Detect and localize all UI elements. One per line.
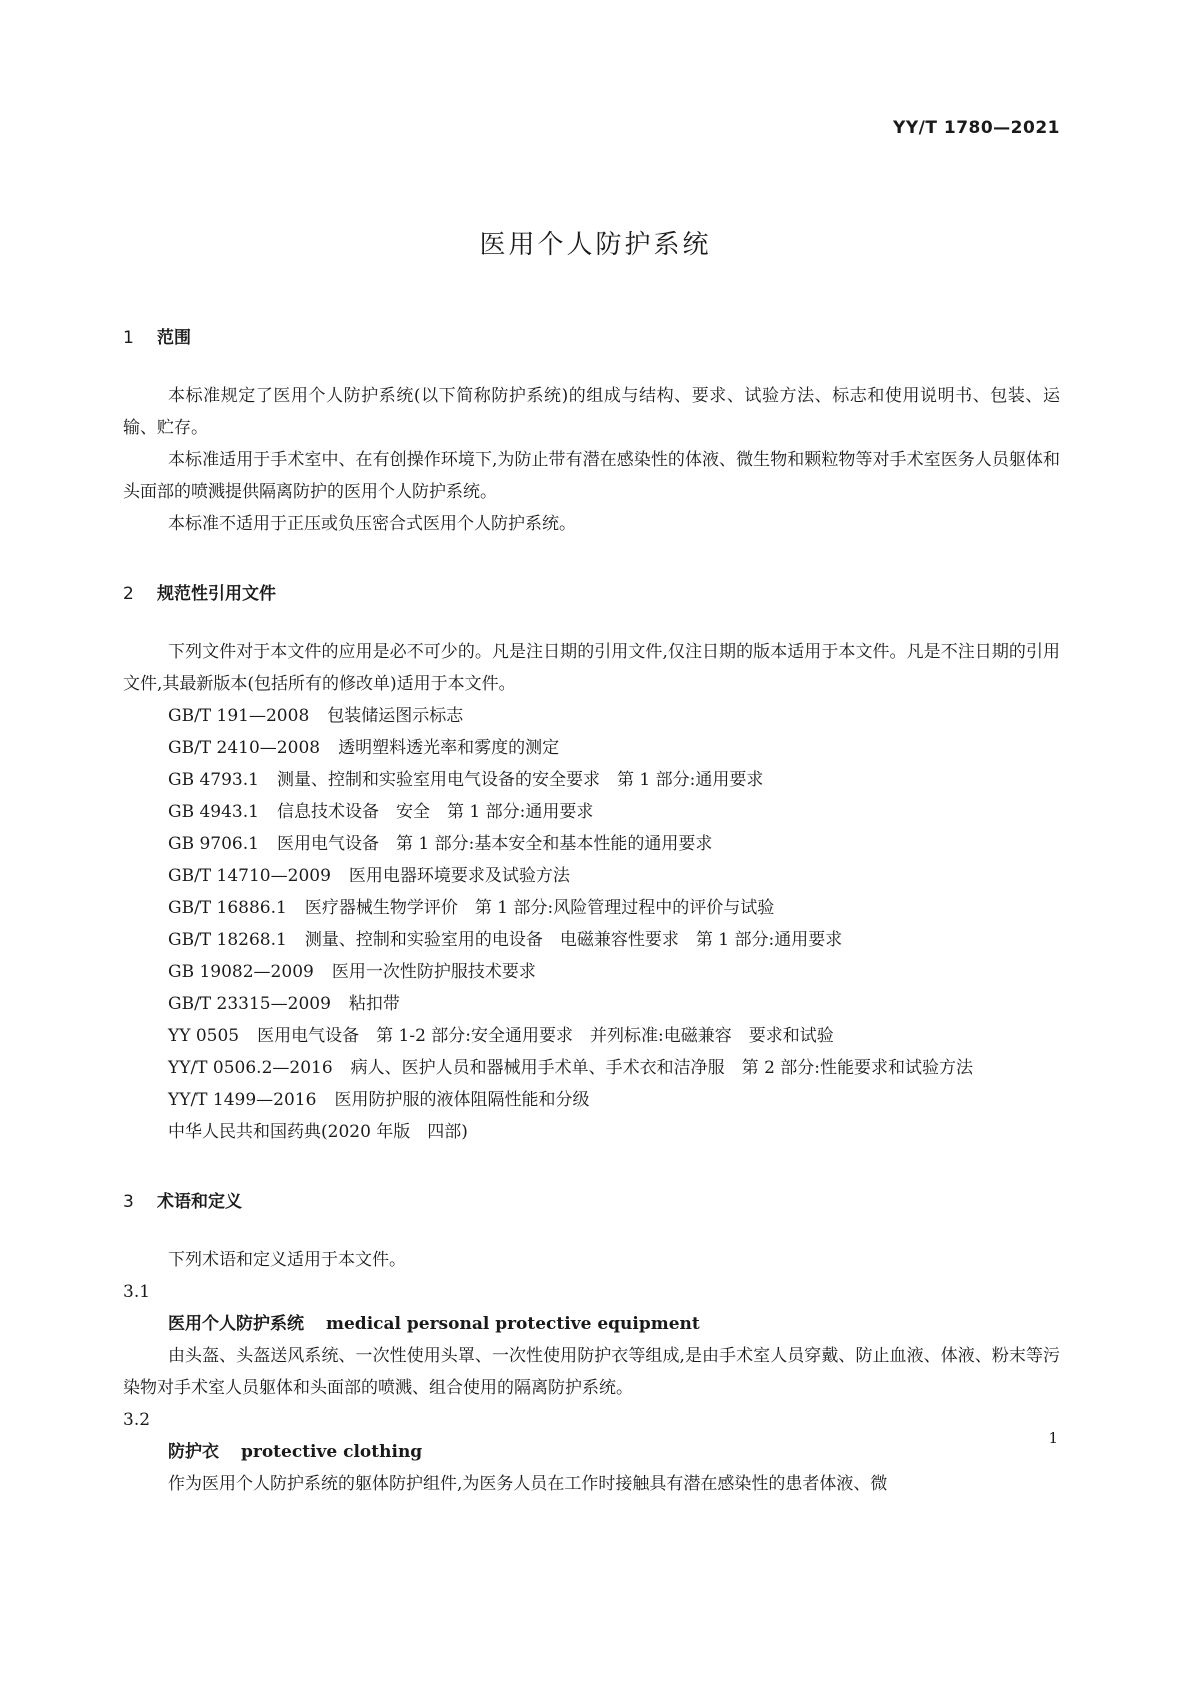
- reference-code: YY 0505: [168, 1026, 240, 1046]
- reference-title: 测量、控制和实验室用电气设备的安全要求 第 1 部分:通用要求: [276, 770, 764, 790]
- reference-title: 测量、控制和实验室用的电设备 电磁兼容性要求 第 1 部分:通用要求: [304, 930, 843, 950]
- term-number: 3.2: [123, 1410, 151, 1430]
- reference-item: [123, 828, 1060, 860]
- term-en: protective clothing: [241, 1442, 423, 1462]
- reference-title: 医用电气设备 第 1 部分:基本安全和基本性能的通用要求: [276, 834, 713, 854]
- reference-code: YY/T 1499—2016: [168, 1090, 317, 1110]
- term-heading: [123, 1436, 1060, 1468]
- reference-title: 包装储运图示标志: [327, 706, 464, 726]
- term-zh: 医用个人防护系统: [168, 1314, 304, 1334]
- term-definition: 由头盔、头盔送风系统、一次性使用头罩、一次性使用防护衣等组成,是由手术室人员穿戴、防止血液、体液、粉末等污染物对手术室人员躯体和头面部的喷溅、组合使用的隔离防护系统。: [123, 1346, 1060, 1398]
- reference-title: 医用电气设备 第 1-2 部分:安全通用要求 并列标准:电磁兼容 要求和试验: [257, 1026, 834, 1046]
- reference-item: [123, 988, 1060, 1020]
- document-title: 医用个人防护系统: [479, 230, 712, 260]
- reference-code: GB 4793.1: [168, 770, 259, 790]
- reference-item: [123, 924, 1060, 956]
- reference-item: [123, 1020, 1060, 1052]
- section-title: 术语和定义: [157, 1192, 242, 1212]
- section-number: 1: [123, 328, 134, 348]
- reference-code: GB/T 191—2008: [168, 706, 310, 726]
- document-body: [123, 322, 1060, 1500]
- reference-title: 粘扣带: [348, 994, 400, 1014]
- reference-title: 医用一次性防护服技术要求: [331, 962, 536, 982]
- section-title: 规范性引用文件: [157, 584, 276, 604]
- terms-intro: 下列术语和定义适用于本文件。: [168, 1250, 406, 1270]
- reference-code: GB 19082—2009: [168, 962, 314, 982]
- reference-title: 医用防护服的液体阻隔性能和分级: [334, 1090, 590, 1110]
- reference-item: [123, 700, 1060, 732]
- reference-item: [123, 796, 1060, 828]
- reference-code: GB/T 2410—2008: [168, 738, 321, 758]
- section-3-heading: [123, 1186, 1060, 1218]
- reference-item: [123, 1052, 1060, 1084]
- reference-item: [123, 956, 1060, 988]
- reference-title: 病人、医护人员和器械用手术单、手术衣和洁净服 第 2 部分:性能要求和试验方法: [350, 1058, 974, 1078]
- reference-code: GB/T 18268.1: [168, 930, 287, 950]
- reference-code: GB/T 14710—2009: [168, 866, 331, 886]
- reference-item: [123, 860, 1060, 892]
- section-number: 2: [123, 584, 134, 604]
- scope-paragraph: 本标准适用于手术室中、在有创操作环境下,为防止带有潜在感染性的体液、微生物和颗粒物等对手术室医务人员躯体和头面部的喷溅提供隔离防护的医用个人防护系统。: [123, 450, 1060, 502]
- standard-number: YY/T 1780—2021: [893, 118, 1060, 138]
- section-1-heading: [123, 322, 1060, 354]
- reference-code: GB/T 16886.1: [168, 898, 287, 918]
- reference-code: YY/T 0506.2—2016: [168, 1058, 333, 1078]
- scope-paragraph: 本标准规定了医用个人防护系统(以下简称防护系统)的组成与结构、要求、试验方法、标志和使用说明书、包装、运输、贮存。: [123, 386, 1060, 438]
- term-definition: 作为医用个人防护系统的躯体防护组件,为医务人员在工作时接触具有潜在感染性的患者体液、微: [168, 1474, 888, 1494]
- reference-title: 信息技术设备 安全 第 1 部分:通用要求: [276, 802, 594, 822]
- reference-item: [123, 1084, 1060, 1116]
- section-2-heading: [123, 578, 1060, 610]
- section-title: 范围: [157, 328, 191, 348]
- reference-item: 中华人民共和国药典(2020 年版 四部): [168, 1122, 468, 1142]
- reference-title: 医用电器环境要求及试验方法: [348, 866, 570, 886]
- page-number: 1: [1048, 1429, 1058, 1447]
- reference-code: GB/T 23315—2009: [168, 994, 331, 1014]
- term-en: medical personal protective equipment: [326, 1314, 700, 1334]
- reference-item: [123, 892, 1060, 924]
- reference-item: [123, 732, 1060, 764]
- term-zh: 防护衣: [168, 1442, 219, 1462]
- references-intro: 下列文件对于本文件的应用是必不可少的。凡是注日期的引用文件,仅注日期的版本适用于本文件。凡是不注日期的引用文件,其最新版本(包括所有的修改单)适用于本文件。: [123, 642, 1060, 694]
- reference-item: [123, 764, 1060, 796]
- reference-code: GB 9706.1: [168, 834, 259, 854]
- reference-title: 透明塑料透光率和雾度的测定: [338, 738, 560, 758]
- section-number: 3: [123, 1192, 134, 1212]
- reference-title: 医疗器械生物学评价 第 1 部分:风险管理过程中的评价与试验: [304, 898, 775, 918]
- reference-code: GB 4943.1: [168, 802, 259, 822]
- scope-paragraph: 本标准不适用于正压或负压密合式医用个人防护系统。: [168, 514, 576, 534]
- term-number: 3.1: [123, 1282, 151, 1302]
- term-heading: [123, 1308, 1060, 1340]
